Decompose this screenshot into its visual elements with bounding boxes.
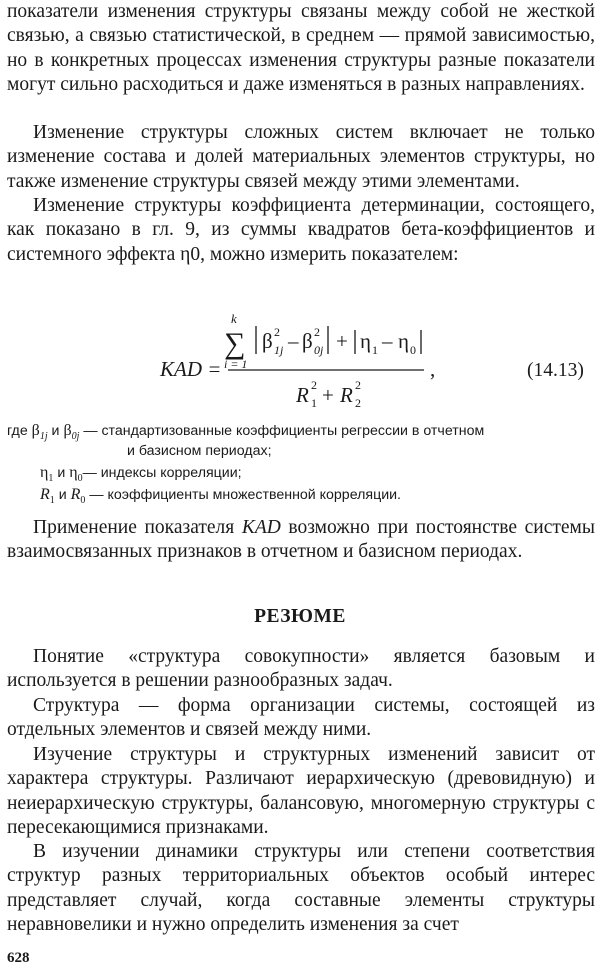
summary-paragraph-3: Изучение структуры и структурных изменений зависит от характера структуры. Различают иерархическую (древовидную) и неиерархическую структуры, балансовую, многомерную структуры с пересекающимися признаками. — [7, 744, 595, 839]
denominator-sup-b: 2 — [355, 378, 361, 392]
paragraph-3: Изменение структуры коэффициента детерминации, состоящего, как показано в гл. 9, из суммы квадратов бета-коэффициентов и системного эффекта η0, можно измерить показателем: — [7, 195, 595, 265]
numerator-beta1: β — [262, 329, 273, 353]
summary-paragraph-2: Структура — форма организации системы, состоящей из отдельных элементов и связей между ними. — [7, 695, 595, 741]
summary-paragraph-4: В изучении динамики структуры или степени соответствия структур разных территориальных объектов особый интерес представляет случай, когда составные элементы структуры неравновелики и нужно определить изменения за счет — [7, 841, 595, 936]
denominator-plus: + — [322, 383, 334, 407]
numerator-sub-eta0: 0 — [410, 343, 416, 357]
minus-sign: – — [288, 329, 299, 353]
numerator-sub-1j: 1j — [274, 343, 284, 357]
denominator-sup-a: 2 — [311, 378, 317, 392]
section-heading: РЕЗЮМЕ — [254, 606, 346, 627]
denominator-sub-2: 2 — [355, 396, 361, 410]
sum-upper-limit: k — [231, 311, 237, 326]
numerator-beta0: β — [302, 329, 313, 353]
sum-lower-limit: i = 1 — [224, 357, 248, 371]
numerator-eta0: η — [398, 329, 409, 353]
numerator-sup-a: 2 — [274, 325, 280, 339]
plus-sign: + — [336, 329, 348, 353]
formula-lhs: KAD = — [160, 357, 222, 381]
legend-line-1: где $\beta_{1j}$ и $\beta_{0j}$ — стандартизованные коэффициенты регрессии в отчетном — [7, 422, 485, 443]
denominator-r1: R — [296, 383, 309, 407]
legend-line-3: $R_1$ и $R_0$ — коэффициенты множественной корреляции. — [40, 486, 401, 507]
formula-14-13 — [0, 302, 600, 412]
numerator-sup-b: 2 — [314, 325, 320, 339]
numerator-sub-eta1: 1 — [372, 343, 378, 357]
formula-svg — [0, 302, 600, 412]
legend-line-1b: и базисном периодах; — [127, 443, 272, 459]
formula-comma: , — [430, 357, 436, 381]
numerator-sub-0j: 0j — [314, 343, 324, 357]
equation-number: (14.13) — [527, 360, 584, 381]
paragraph-4: Применение показателя KAD возможно при постоянстве системы взаимосвязанных признаков в отчетном и базисном периодах. — [7, 517, 595, 563]
legend-line-2: $\eta_1$ и $\eta_0—$ индексы корреляции; — [40, 464, 242, 485]
denominator-sub-1: 1 — [311, 396, 317, 410]
paragraph-2: Изменение структуры сложных систем включает не только изменение состава и долей материальных элементов структуры, но также изменение структуры связей между этими элементами. — [7, 122, 595, 192]
denominator-r2: R — [340, 383, 353, 407]
page-number: 628 — [7, 950, 30, 966]
paragraph-1: показатели изменения структуры связаны между собой не жесткой связью, а связью статистической, в среднем — прямой зависимостью, но в конкретных процессах изменения структуры разные показатели могут сильно расходиться и даже изменяться в разных направлениях. — [7, 1, 595, 96]
numerator-eta1: η — [360, 329, 371, 353]
summary-paragraph-1: Понятие «структура совокупности» является базовым и используется в решении разнообразных задач. — [7, 646, 595, 692]
sum-sign-icon: ∑ — [224, 327, 246, 360]
minus-sign-2: – — [382, 329, 393, 353]
